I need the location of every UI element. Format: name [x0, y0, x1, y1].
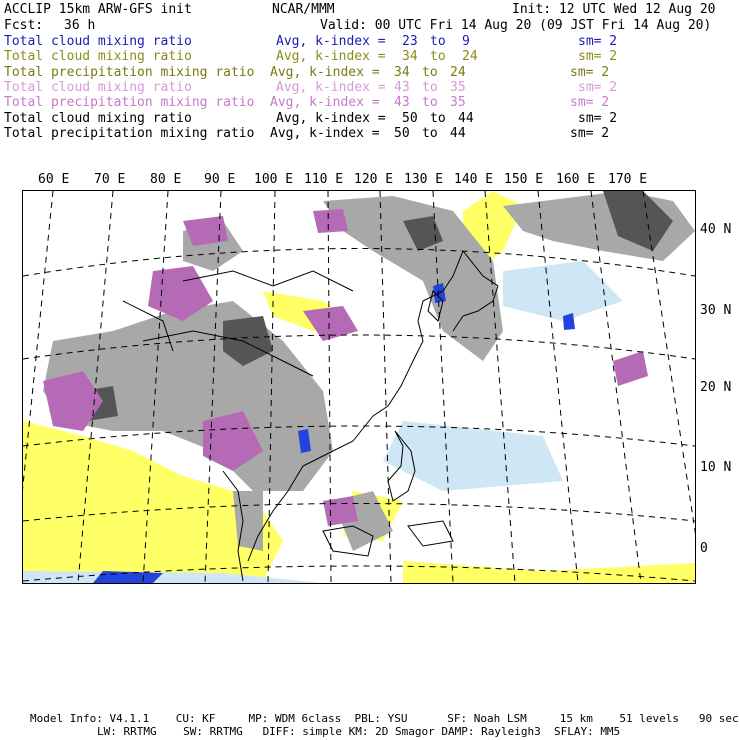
- legend-to: to: [422, 65, 438, 80]
- legend-avg: Avg, k-index =: [270, 95, 388, 110]
- legend-k1: 43: [394, 95, 410, 110]
- legend-k2: 35: [450, 80, 466, 95]
- legend-field: Total precipitation mixing ratio: [4, 65, 255, 80]
- lon-label: 160 E: [556, 172, 596, 187]
- legend-field: Total precipitation mixing ratio: [4, 95, 255, 110]
- legend-sm: sm= 2: [578, 49, 618, 64]
- lon-label: 130 E: [404, 172, 444, 187]
- legend-field: Total cloud mixing ratio: [4, 111, 192, 126]
- lon-label: 90 E: [204, 172, 236, 187]
- legend-field: Total cloud mixing ratio: [4, 34, 192, 49]
- init-time: Init: 12 UTC Wed 12 Aug 20: [512, 2, 716, 17]
- legend-to: to: [422, 126, 438, 141]
- map-panel: [22, 190, 696, 584]
- legend-sm: sm= 2: [578, 80, 618, 95]
- legend-sm: sm= 2: [578, 111, 618, 126]
- legend-k2: 24: [462, 49, 478, 64]
- legend-k2: 44: [458, 111, 474, 126]
- valid-time: Valid: 00 UTC Fri 14 Aug 20 (09 JST Fri 14 Aug 20): [320, 18, 712, 33]
- fcst-label: Fcst:: [4, 18, 44, 33]
- legend-k1: 23: [402, 34, 418, 49]
- legend-k1: 34: [394, 65, 410, 80]
- lat-label: 30 N: [700, 303, 732, 318]
- legend-sm: sm= 2: [570, 126, 610, 141]
- legend-to: to: [422, 95, 438, 110]
- legend-k2: 24: [450, 65, 466, 80]
- legend-to: to: [430, 111, 446, 126]
- legend-field: Total cloud mixing ratio: [4, 80, 192, 95]
- legend-field: Total precipitation mixing ratio: [4, 126, 255, 141]
- legend-avg: Avg, k-index =: [270, 65, 388, 80]
- lon-label: 120 E: [354, 172, 394, 187]
- org-label: NCAR/MMM: [272, 2, 335, 17]
- legend-sm: sm= 2: [578, 34, 618, 49]
- legend-k2: 35: [450, 95, 466, 110]
- legend-to: to: [430, 34, 446, 49]
- lon-label: 60 E: [38, 172, 70, 187]
- legend-k1: 50: [394, 126, 410, 141]
- legend-avg: Avg, k-index =: [276, 111, 394, 126]
- lon-label: 100 E: [254, 172, 294, 187]
- model-info-line2: LW: RRTMG SW: RRTMG DIFF: simple KM: 2D Smagor DAMP: Rayleigh3 SFLAY: MM5: [97, 725, 621, 738]
- legend-k2: 44: [450, 126, 466, 141]
- legend-sm: sm= 2: [570, 65, 610, 80]
- legend-field: Total cloud mixing ratio: [4, 49, 192, 64]
- map-graphic: [23, 191, 695, 583]
- lon-label: 70 E: [94, 172, 126, 187]
- legend-to: to: [430, 49, 446, 64]
- lat-label: 20 N: [700, 380, 732, 395]
- lon-label: 80 E: [150, 172, 182, 187]
- lon-label: 170 E: [608, 172, 648, 187]
- legend-avg: Avg, k-index =: [276, 80, 394, 95]
- legend-sm: sm= 2: [570, 95, 610, 110]
- lon-label: 140 E: [454, 172, 494, 187]
- legend-k1: 50: [402, 111, 418, 126]
- legend-k1: 43: [394, 80, 410, 95]
- legend-avg: Avg, k-index =: [270, 126, 388, 141]
- legend-avg: Avg, k-index =: [276, 49, 394, 64]
- legend-avg: Avg, k-index =: [276, 34, 394, 49]
- legend-to: to: [422, 80, 438, 95]
- fcst-value: 36 h: [64, 18, 96, 33]
- lon-label: 150 E: [504, 172, 544, 187]
- lat-label: 40 N: [700, 222, 732, 237]
- lon-label: 110 E: [304, 172, 344, 187]
- model-title: ACCLIP 15km ARW-GFS init: [4, 2, 192, 17]
- lat-label: 10 N: [700, 460, 732, 475]
- legend-k1: 34: [402, 49, 418, 64]
- legend-k2: 9: [462, 34, 470, 49]
- model-info-line1: Model Info: V4.1.1 CU: KF MP: WDM 6class PBL: YSU SF: Noah LSM 15 km 51 levels 90 sec: [30, 712, 739, 725]
- lat-label: 0: [700, 541, 708, 556]
